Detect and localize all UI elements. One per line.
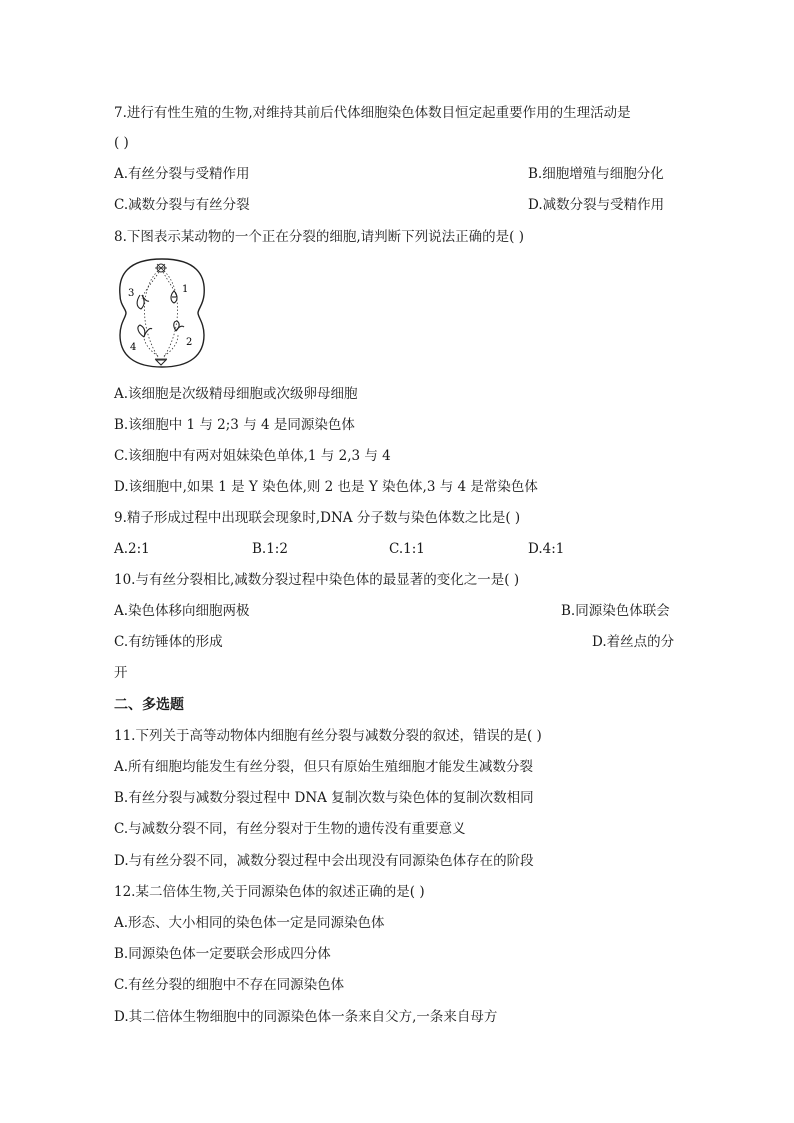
bottom-centrosome [155,359,167,365]
q11-option-a: A.所有细胞均能发生有丝分裂，但只有原始生殖细胞才能发生减数分裂 [114,759,534,775]
q11-option-d: D.与有丝分裂不同，减数分裂过程中会出现没有同源染色体存在的阶段 [114,853,534,869]
q9-option-b: B.1:2 [252,541,288,557]
q11-option-b: B.有丝分裂与减数分裂过程中 DNA 复制次数与染色体的复制次数相同 [114,790,534,806]
chromosome-3 [137,295,149,309]
q7-option-d: D.减数分裂与受精作用 [528,197,665,213]
q9-option-a: A.2:1 [114,541,150,557]
section-heading-multiple-choice: 二、多选题 [114,697,184,713]
q8-option-c: C.该细胞中有两对姐妹染色单体,1 与 2,3 与 4 [114,448,391,464]
label-3: 3 [128,288,135,299]
q8-option-b: B.该细胞中 1 与 2;3 与 4 是同源染色体 [114,417,355,433]
chromosome-2 [174,321,184,331]
dividing-cell-figure [114,255,210,371]
q11-option-c: C.与减数分裂不同，有丝分裂对于生物的遗传没有重要意义 [114,821,466,837]
q11-stem: 11.下列关于高等动物体内细胞有丝分裂与减数分裂的叙述，错误的是( ) [114,728,542,744]
q10-stem: 10.与有丝分裂相比,减数分裂过程中染色体的最显著的变化之一是( ) [114,572,520,588]
q9-option-c: C.1:1 [389,541,425,557]
q12-option-a: A.形态、大小相同的染色体一定是同源染色体 [114,915,385,931]
q10-option-d-continued: 开 [114,665,128,681]
label-4: 4 [130,342,137,353]
top-centrosome [155,264,167,272]
q12-option-d: D.其二倍体生物细胞中的同源染色体一条来自父方,一条来自母方 [114,1009,498,1025]
q7-option-b: B.细胞增殖与细胞分化 [528,166,664,182]
q10-option-d: D.着丝点的分 [592,634,675,650]
spindle-fibers [142,271,178,357]
label-2: 2 [186,337,193,348]
q7-stem: 7.进行有性生殖的生物,对维持其前后代体细胞染色体数目恒定起重要作用的生理活动是 [114,105,631,121]
q10-option-c: C.有纺锤体的形成 [114,634,223,650]
label-1: 1 [182,284,189,295]
q12-option-c: C.有丝分裂的细胞中不存在同源染色体 [114,977,345,993]
q12-stem: 12.某二倍体生物,关于同源染色体的叙述正确的是( ) [114,884,425,900]
q7-answer-paren: ( ) [114,135,129,151]
q10-option-a: A.染色体移向细胞两极 [114,603,250,619]
q9-stem: 9.精子形成过程中出现联会现象时,DNA 分子数与染色体数之比是( ) [114,510,521,526]
q7-option-c: C.减数分裂与有丝分裂 [114,197,250,213]
q7-option-a: A.有丝分裂与受精作用 [114,166,250,182]
q10-option-b: B.同源染色体联会 [561,603,670,619]
q8-stem: 8.下图表示某动物的一个正在分裂的细胞,请判断下列说法正确的是( ) [114,229,524,245]
q9-option-d: D.4:1 [528,541,565,557]
q8-option-a: A.该细胞是次级精母细胞或次级卵母细胞 [114,386,358,402]
q12-option-b: B.同源染色体一定要联会形成四分体 [114,946,331,962]
chromosome-4 [138,325,152,337]
q8-option-d: D.该细胞中,如果 1 是 Y 染色体,则 2 也是 Y 染色体,3 与 4 是常染色体 [114,479,538,495]
